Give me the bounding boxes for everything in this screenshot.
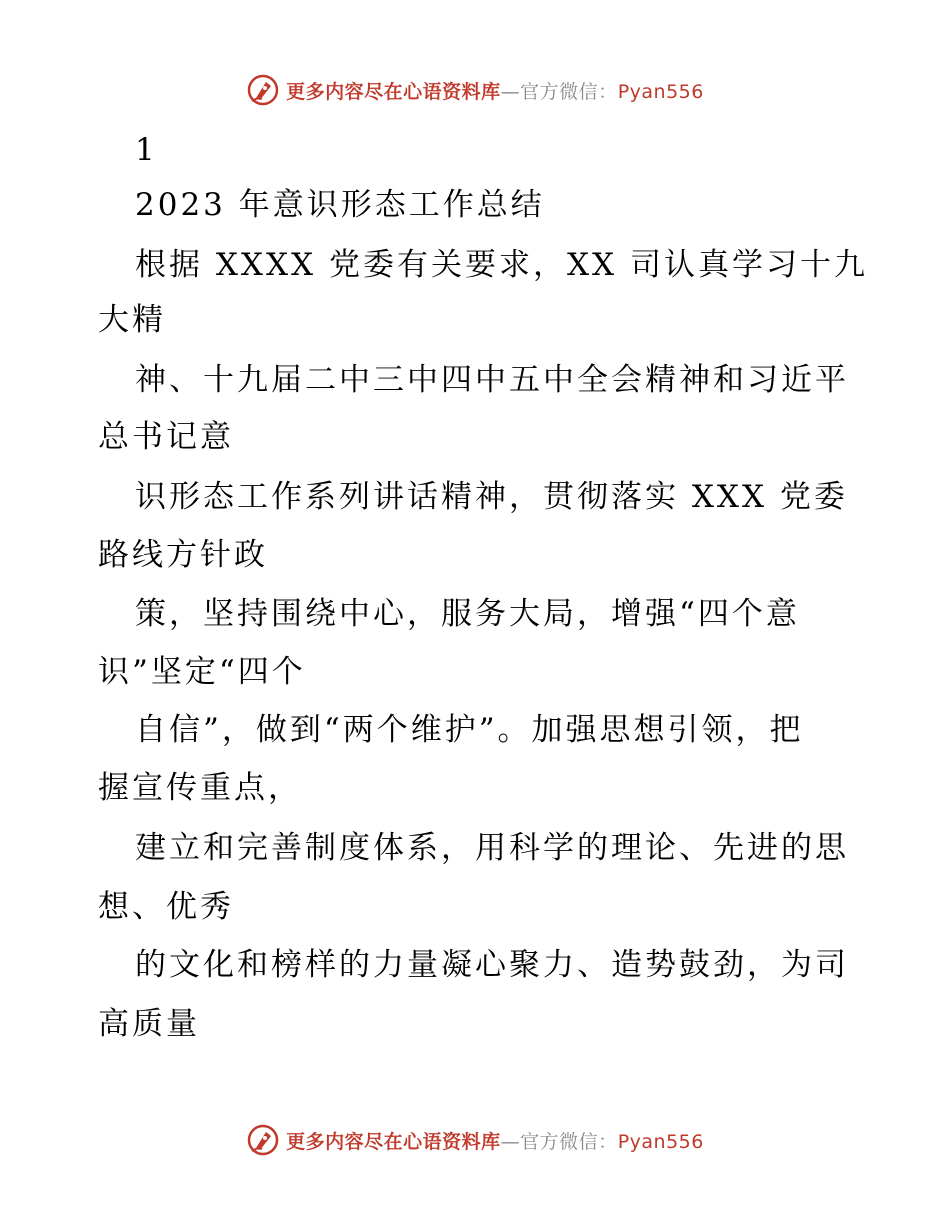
- body-line: 高质量: [98, 1006, 200, 1042]
- watermark-banner-bottom: [0, 1120, 950, 1160]
- body-line: 自信”，做到“两个维护”。加强思想引领，把: [135, 712, 804, 748]
- body-line: 策，坚持围绕中心，服务大局，增强“四个意: [135, 596, 800, 632]
- watermark-brand: 更多内容尽在心语资料库: [286, 1130, 501, 1153]
- body-line: 识”坚定“四个: [98, 654, 306, 690]
- document-title: 2023 年意识形态工作总结: [135, 187, 545, 223]
- body-line: 路线方针政: [98, 537, 268, 573]
- body-line: 识形态工作系列讲话精神，贯彻落实 XXX 党委: [135, 479, 848, 515]
- watermark-label: 官方微信：: [520, 80, 618, 103]
- body-line: 总书记意: [98, 419, 234, 455]
- watermark-separator: —: [500, 80, 521, 103]
- body-line: 想、优秀: [98, 889, 234, 925]
- pen-nib-circle-icon: [246, 1123, 280, 1157]
- body-line: 根据 XXXX 党委有关要求，XX 司认真学习十九: [135, 247, 868, 283]
- watermark-brand: 更多内容尽在心语资料库: [286, 80, 501, 103]
- pen-nib-circle-icon: [246, 73, 280, 107]
- watermark-label: 官方微信：: [520, 1130, 618, 1153]
- body-line: 握宣传重点，: [98, 770, 302, 806]
- watermark-banner-top: [0, 70, 950, 110]
- watermark-separator: —: [500, 1130, 521, 1153]
- body-line: 神、十九届二中三中四中五中全会精神和习近平: [135, 362, 849, 398]
- watermark-account: Pyan556: [617, 80, 704, 103]
- watermark-account: Pyan556: [617, 1130, 704, 1153]
- page-number: 1: [135, 132, 158, 168]
- body-line: 建立和完善制度体系，用科学的理论、先进的思: [135, 830, 849, 866]
- body-line: 的文化和榜样的力量凝心聚力、造势鼓劲，为司: [135, 947, 849, 983]
- body-line: 大精: [98, 302, 166, 338]
